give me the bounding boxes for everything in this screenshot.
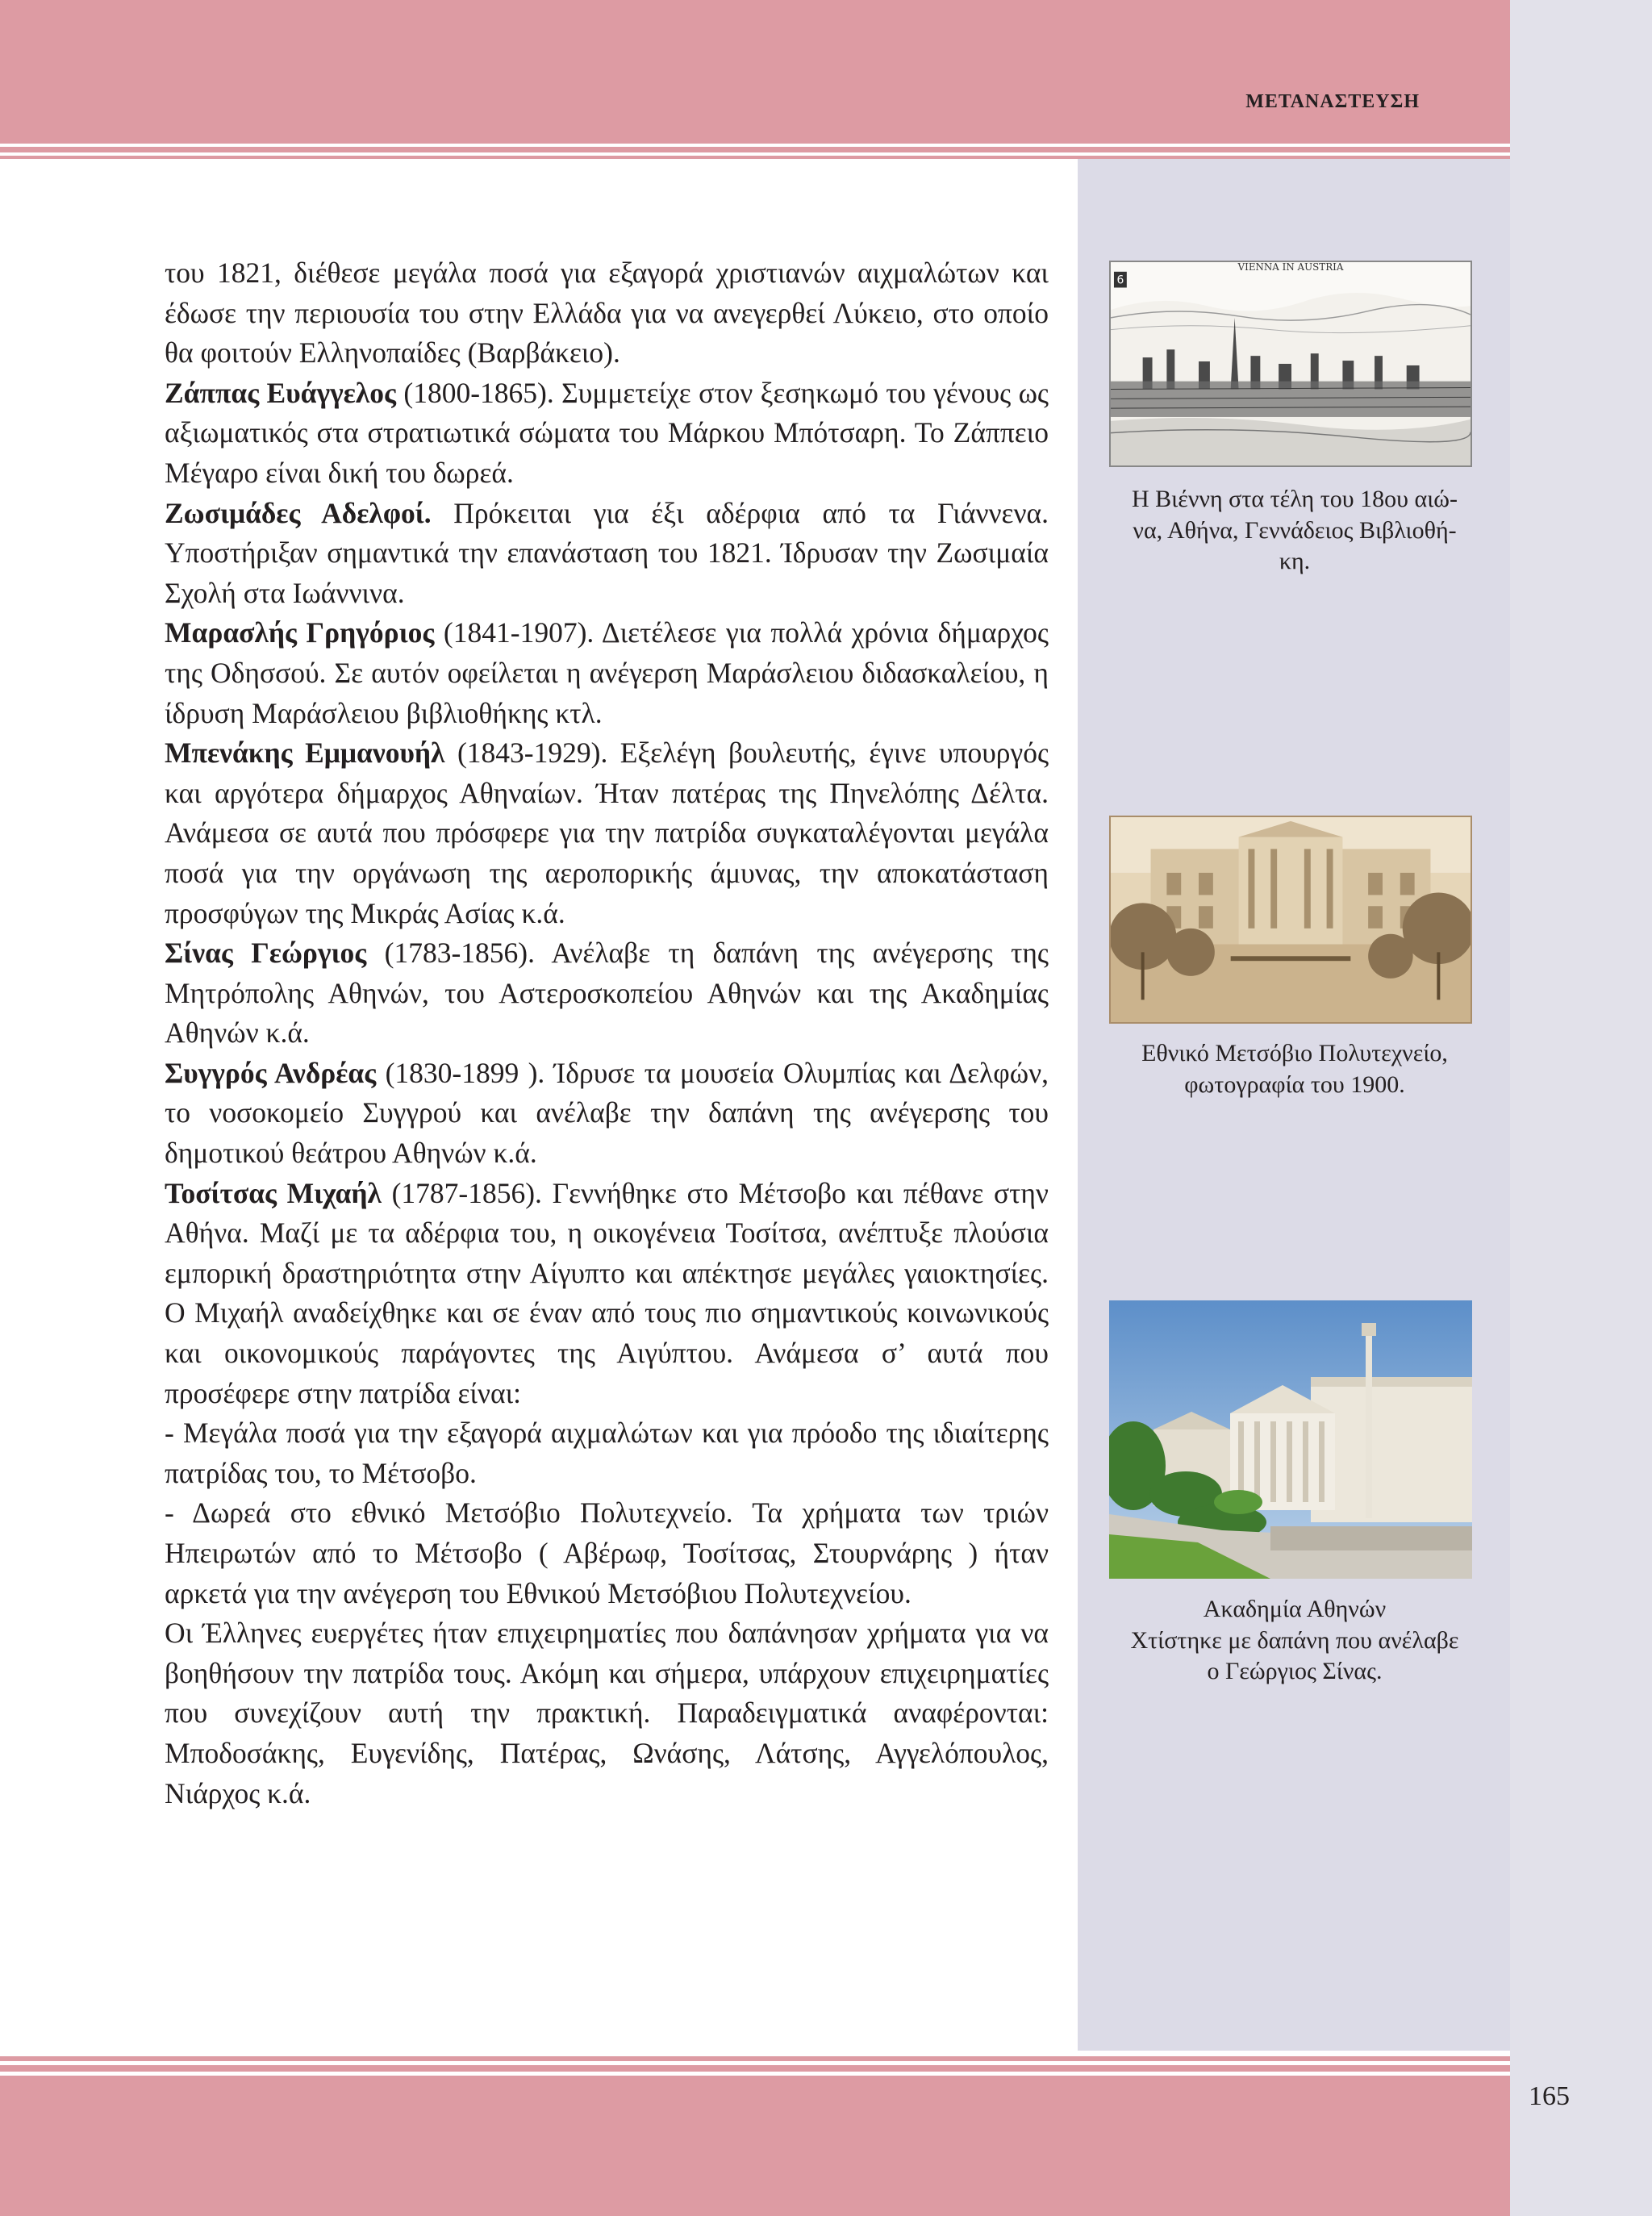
section-title: ΜΕΤΑΝΑΣΤΕΥΣΗ bbox=[1245, 91, 1420, 112]
benefactor-name: Σίνας Γεώργιος bbox=[165, 937, 367, 970]
engraving-label: VIENNA IN AUSTRIA bbox=[1237, 262, 1344, 273]
footer-rule bbox=[0, 2065, 1510, 2072]
header-band bbox=[0, 0, 1510, 144]
paragraph: Οι Έλληνες ευεργέτες ήταν επιχειρηματίες που δαπάνησαν χρήματα για να βοηθήσουν την πατρίδα τους. Ακόμη και σήμερα, υπάρχουν επιχειρηματίες που συνεχίζουν αυτή την πρακτική. Παραδειγματικά αναφέρονται: Μποδοσάκης, Ευγενίδης, Πατέρας, Ωνάσης, Λάτσης, Αγγελόπουλος, Νιάρχος κ.ά. bbox=[165, 1617, 1049, 1809]
plate-number: 6 bbox=[1116, 273, 1124, 287]
benefactor-name: Ζάππας Ευάγγελος bbox=[165, 376, 397, 409]
paragraph: Ζάππας Ευάγγελος (1800-1865). Συμμετείχε στον ξεσηκωμό του γένους ως αξιωματικός στα στρατιωτικά σώματα του Μάρκου Μπότσαρη. Το Ζάππειο Μέγαρο είναι δική του δωρεά. bbox=[165, 376, 1049, 489]
benefactor-name: Μαρασλής Γρηγόριος bbox=[165, 616, 435, 649]
paragraph: Μπενάκης Εμμανουήλ (1843-1929). Εξελέγη βουλευτής, έγινε υπουργός και αργότερα δήμαρχος Αθηναίων. Ήταν πατέρας της Πηνελόπης Δέλτα. Ανάμεσα σε αυτά που πρόσφερε για την πατρίδα συγκαταλέγονται μεγάλα ποσά για την οργάνωση της αεροπορικής άμυνας, την αποκατάσταση προσφύγων της Μικράς Ασίας κ.ά. bbox=[165, 737, 1049, 929]
figure-caption: Εθνικό Μετσόβιο Πολυτεχνείο, φωτογραφία του 1900. bbox=[1141, 1040, 1448, 1098]
benefactor-name: Μπενάκης Εμμανουήλ bbox=[165, 737, 445, 770]
figure-caption: Ακαδημία Αθηνών Χτίστηκε με δαπάνη που ανέλαβε ο Γεώργιος Σίνας. bbox=[1130, 1596, 1459, 1684]
polytechnic-photo bbox=[1109, 816, 1472, 1024]
header-rule bbox=[0, 147, 1510, 152]
benefactor-name: Τοσίτσας Μιχαήλ bbox=[165, 1176, 382, 1209]
paragraph: Συγγρός Ανδρέας (1830-1899 ). Ίδρυσε τα μουσεία Ολυμπίας και Δελφών, το νοσοκομείο Συγγρού και ανέλαβε την δαπάνη της ανέγερσης του δημοτικού θεάτρου Αθηνών κ.ά. bbox=[165, 1056, 1049, 1170]
page-number: 165 bbox=[1529, 2081, 1570, 2111]
academy-of-athens-photo bbox=[1109, 1300, 1472, 1579]
benefactor-name: Ζωσιμάδες Αδελφοί. bbox=[165, 496, 432, 529]
paragraph: - Δωρεά στο εθνικό Μετσόβιο Πολυτεχνείο. Τα χρήματα των τριών Ηπειρωτών από το Μέτσοβο ( Αβέρωφ, Τοσίτσας, Στουρνάρης ) ήταν αρκετά για την ανέγερση του Εθνικού Μετσόβιου Πολυτεχνείου. bbox=[165, 1496, 1049, 1609]
paragraph: Σίνας Γεώργιος (1783-1856). Ανέλαβε τη δαπάνη της ανέγερσης της Μητρόπολης Αθηνών, του Αστεροσκοπείου Αθηνών και της Ακαδημίας Αθηνών κ.ά. bbox=[165, 937, 1049, 1050]
paragraph: του 1821, διέθεσε μεγάλα ποσά για εξαγορά χριστιανών αιχμαλώτων και έδωσε την περιουσία του στην Ελλάδα για να ανεγερθεί Λύκειο, στο οποίο θα φοιτούν Ελληνοπαίδες (Βαρβάκειο). bbox=[165, 257, 1049, 369]
paragraph: Μαρασλής Γρηγόριος (1841-1907). Διετέλεσε για πολλά χρόνια δήμαρχος της Οδησσού. Σε αυτόν οφείλεται η ανέγερση Μαράσλειου διδασκαλείου, η ίδρυση Μαράσλειου βιβλιοθήκης κτλ. bbox=[165, 616, 1049, 729]
figure-caption: Η Βιέννη στα τέλη του 18ου αιώ- να, Αθήνα, Γεννάδειος Βιβλιοθή- κη. bbox=[1131, 486, 1458, 574]
footer-rule bbox=[0, 2056, 1510, 2061]
paragraph: - Μεγάλα ποσά για την εξαγορά αιχμαλώτων και για πρόοδο της ιδιαίτερης πατρίδας του, το Μέτσοβο. bbox=[165, 1417, 1049, 1489]
main-text bbox=[165, 253, 1049, 1813]
vienna-engraving-image bbox=[1109, 261, 1472, 467]
paragraph: Ζωσιμάδες Αδελφοί. Πρόκειται για έξι αδέρφια από τα Γιάννενα. Υποστήριξαν σημαντικά την επανάσταση του 1821. Ίδρυσαν την Ζωσιμαία Σχολή στα Ιωάννινα. bbox=[165, 496, 1049, 609]
benefactor-name: Συγγρός Ανδρέας bbox=[165, 1056, 377, 1089]
footer-band bbox=[0, 2076, 1510, 2216]
page-edge-strip bbox=[1510, 0, 1652, 2216]
paragraph: Τοσίτσας Μιχαήλ (1787-1856). Γεννήθηκε στο Μέτσοβο και πέθανε στην Αθήνα. Μαζί με τα αδέρφια του, η οικογένεια Τοσίτσα, ανέπτυξε πλούσια εμπορική δραστηριότητα στην Αίγυπτο και απέκτησε μεγάλες γαιοκτησίες. Ο Μιχαήλ αναδείχθηκε και σε έναν από τους πιο σημαντικούς κοινωνικούς και οικονομικούς παράγοντες της Αιγύπτου. Ανάμεσα σ’ αυτά που προσέφερε στην πατρίδα είναι: bbox=[165, 1176, 1049, 1409]
